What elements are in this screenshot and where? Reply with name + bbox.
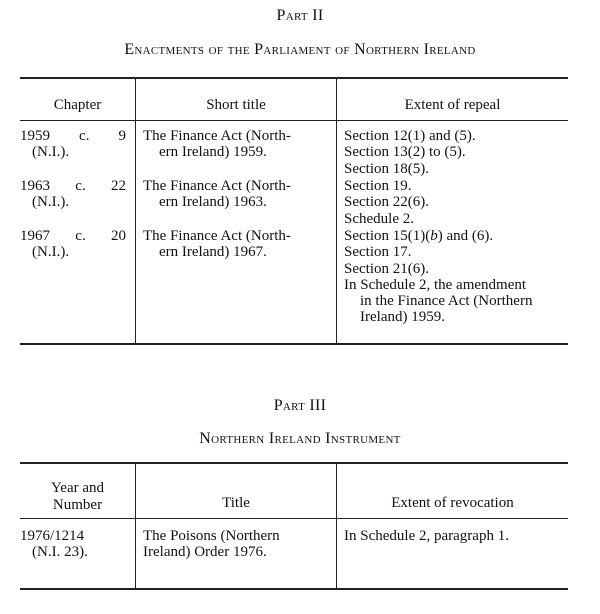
part2-row1-chapter: 1959 c. 9 (N.I.). [20,128,126,161]
part3-header-title: Title [222,495,250,511]
part2-row1-extent: Section 12(1) and (5). Section 13(2) to (5). Section 18(5). [344,128,476,177]
part2-row3-chapter: 1967 c. 20 (N.I.). [20,228,126,261]
part2-header-short-title: Short title [206,97,266,113]
part3-table-top-rule [20,462,568,464]
part2-header-rule [20,120,568,121]
part2-header-chapter: Chapter [53,97,102,113]
part3-col-divider-1 [135,464,136,588]
part2-header-extent: Extent of repeal [404,97,501,113]
part3-header-rule [20,518,568,519]
part2-row2-short-title: The Finance Act (North- ern Ireland) 1963. [143,178,291,211]
part3-header-year-number: Year and Number [50,480,105,513]
part2-row1-short-title: The Finance Act (North- ern Ireland) 1959. [143,128,291,161]
part2-col-divider-1 [135,79,136,343]
part2-subtitle: Enactments of the Parliament of Northern Ireland [124,41,476,58]
part3-table-bottom-rule [20,588,568,590]
part3-header-extent: Extent of revocation [391,495,514,511]
part3-subtitle: Northern Ireland Instrument [199,430,401,447]
part2-table-top-rule [20,77,568,79]
part2-table-bottom-rule [20,343,568,345]
part2-row2-chapter: 1963 c. 22 (N.I.). [20,178,126,211]
part3-title: Part III [273,397,327,414]
part2-title: Part II [276,7,324,24]
part2-row3-short-title: The Finance Act (North- ern Ireland) 1967. [143,228,291,261]
part3-row-extent: In Schedule 2, paragraph 1. [344,528,509,544]
part3-row-year-number: 1976/1214 (N.I. 23). [20,528,88,561]
part2-col-divider-2 [336,79,337,343]
part2-row2-extent: Section 19. Section 22(6). Schedule 2. [344,178,429,227]
part2-row3-extent: Section 15(1)(b) and (6). Section 17. Section 21(6). In Schedule 2, the amendment in the Finance Act (Northern Ireland) 1959. [344,228,533,326]
part3-row-title: The Poisons (Northern Ireland) Order 1976. [143,528,280,561]
part3-col-divider-2 [336,464,337,588]
